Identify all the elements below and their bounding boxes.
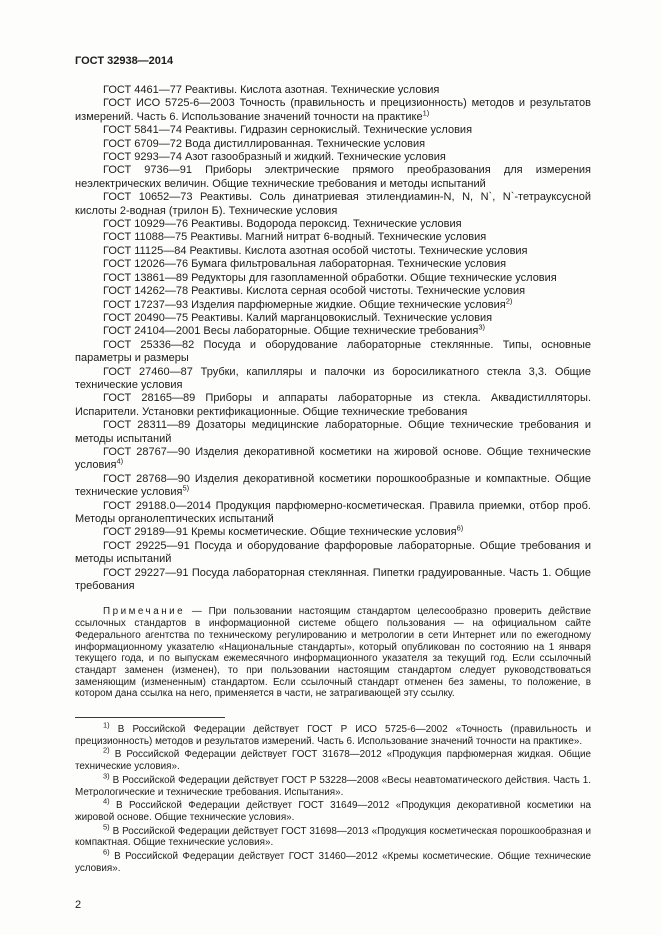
reference-text: ГОСТ 10652—73 Реактивы. Соль динатриевая этилендиамин-N, N, N`, N`-тетрауксусной кислоты 2-водная (трилон Б). Технические условия — [75, 191, 591, 217]
footnote — [75, 771, 592, 798]
footnote-text: В Российской Федерации действует ГОСТ 31698—2013 «Продукция косметическая порошкообразная и компактная. Общие технические условия». — [75, 825, 591, 849]
reference-item — [75, 567, 591, 594]
reference-item — [75, 392, 591, 419]
reference-item — [75, 151, 591, 164]
page-content — [75, 55, 591, 877]
footnote-marker: 2) — [505, 295, 513, 305]
reference-text: ГОСТ 11125—84 Реактивы. Кислота азотная особой чистоты. Технические условия — [103, 244, 528, 257]
footnote-marker: 1) — [422, 108, 430, 118]
footnote-marker: 6) — [103, 847, 110, 857]
footnote-marker: 4) — [116, 456, 124, 466]
reference-text: ГОСТ 10929—76 Реактивы. Водорода пероксид. Технические условия — [103, 218, 462, 231]
footnotes — [75, 720, 592, 874]
footnote-text: В Российской Федерации действует ГОСТ Р 53228—2008 «Весы неавтоматического действия. Часть 1. Метрологические и технические требования. Испытания». — [75, 774, 592, 798]
reference-text: ГОСТ 29227—91 Посуда лабораторная стеклянная. Пипетки градуированные. Часть 1. Общие требования — [75, 566, 591, 593]
reference-list — [75, 84, 591, 593]
reference-item — [75, 84, 591, 97]
reference-item — [75, 285, 591, 298]
note — [75, 606, 591, 700]
reference-item — [75, 191, 591, 218]
reference-text: ГОСТ 11088—75 Реактивы. Магний нитрат 6-водный. Технические условия — [103, 231, 487, 244]
reference-item — [75, 295, 591, 312]
reference-item — [75, 258, 591, 271]
reference-item — [75, 540, 591, 567]
footnote — [75, 847, 591, 874]
reference-text: ГОСТ 12026—76 Бумага фильтровальная лабораторная. Технические условия — [103, 258, 507, 271]
reference-text: ГОСТ 28767—90 Изделия декоративной косметики на жировой основе. Общие технические условия — [75, 445, 591, 472]
footnote — [75, 822, 591, 849]
reference-item — [75, 97, 591, 124]
footnote-marker: 1) — [103, 720, 110, 730]
reference-text: ГОСТ 24104—2001 Весы лабораторные. Общие технические требования — [103, 325, 479, 338]
reference-text: ГОСТ 28165—89 Приборы и аппараты лабораторные из стекла. Аквадистилляторы. Испарители. Установки ректификационные. Общие технические требования — [75, 392, 591, 418]
footnote-rule — [75, 717, 225, 718]
reference-item — [75, 272, 591, 285]
reference-item — [75, 366, 591, 393]
reference-text: ГОСТ 9293—74 Азот газообразный и жидкий. Технические условия — [103, 151, 446, 164]
footnote — [75, 720, 592, 747]
reference-item — [75, 523, 591, 539]
reference-text: ГОСТ ИСО 5725-6—2003 Точность (правильность и прецизионность) методов и результатов измерений. Часть 6. Использование значений точности на практике — [75, 97, 591, 123]
page-number: 2 — [75, 899, 82, 911]
reference-item — [75, 245, 591, 258]
footnote-marker: 5) — [182, 483, 190, 493]
reference-text: ГОСТ 27460—87 Трубки, капилляры и палочки из боросиликатного стекла 3,3. Общие технические условия — [75, 365, 591, 391]
reference-text: ГОСТ 29188.0—2014 Продукция парфюмерно-косметическая. Правила приемки, отбор проб. Методы органолептических испытаний — [75, 499, 591, 525]
reference-item — [75, 473, 591, 500]
reference-text: ГОСТ 28311—89 Дозаторы медицинские лабораторные. Общие технические требования и методы испытаний — [75, 419, 591, 445]
reference-item — [75, 339, 591, 366]
reference-text: ГОСТ 14262—78 Реактивы. Кислота серная особой чистоты. Технические условия — [103, 285, 526, 298]
footnote-text: В Российской Федерации действует ГОСТ Р ИСО 5725-6—2002 «Точность (правильность и прецизионность) методов и результатов измерений. Часть 6. Использование значений точности на практике». — [75, 724, 592, 747]
reference-item — [75, 446, 591, 473]
reference-text: ГОСТ 29189—91 Кремы косметические. Общие технические условия — [103, 526, 457, 539]
reference-text: ГОСТ 25336—82 Посуда и оборудование лабораторные стеклянные. Типы, основные параметры и размеры — [75, 338, 591, 365]
footnote-marker: 6) — [456, 523, 464, 533]
footnote-marker: 3) — [103, 771, 110, 781]
reference-text: ГОСТ 20490—75 Реактивы. Калий марганцовокислый. Технические условия — [103, 311, 493, 324]
reference-text: ГОСТ 28768—90 Изделия декоративной косметики порошкообразные и компактные. Общие технические условия — [75, 472, 591, 499]
page-header: ГОСТ 32938—2014 — [75, 55, 174, 67]
reference-text: ГОСТ 17237—93 Изделия парфюмерные жидкие. Общие технические условия — [103, 298, 506, 311]
footnote-marker: 5) — [103, 822, 110, 832]
reference-text: ГОСТ 5841—74 Реактивы. Гидразин сернокислый. Технические условия — [103, 124, 473, 137]
reference-item — [75, 231, 591, 244]
footnote — [75, 796, 591, 823]
reference-item — [75, 218, 591, 231]
reference-item — [75, 124, 591, 137]
footnote-marker: 2) — [103, 746, 110, 756]
reference-item — [75, 419, 591, 446]
reference-text: ГОСТ 29225—91 Посуда и оборудование фарфоровые лабораторные. Общие требования и методы испытаний — [75, 539, 591, 566]
reference-text: ГОСТ 4461—77 Реактивы. Кислота азотная. Технические условия — [103, 84, 440, 96]
reference-item — [75, 322, 591, 338]
reference-item — [75, 500, 591, 527]
footnote-marker: 4) — [103, 796, 110, 806]
reference-text: ГОСТ 9736—91 Приборы электрические прямого преобразования для измерения неэлектрических величин. Общие технические требования и методы испытаний — [75, 164, 591, 190]
footnote-text: В Российской Федерации действует ГОСТ 31649—2012 «Продукция декоративной косметики на жировой основе. Общие технические условия». — [75, 800, 591, 823]
reference-text: ГОСТ 6709—72 Вода дистиллированная. Технические условия — [103, 137, 426, 150]
reference-text: ГОСТ 13861—89 Редукторы для газопламенной обработки. Общие технические условия — [103, 271, 557, 284]
footnote-text: В Российской Федерации действует ГОСТ 31678—2012 «Продукция парфюмерная жидкая. Общие технические условия». — [75, 749, 591, 773]
note-label: Примечание — [103, 606, 186, 618]
note-text: — При пользовании настоящим стандартом целесообразно проверить действие ссылочных стандартов в информационной системе общего пользования — на официальном сайте Федерального агентства по техническому регулированию и метрологии в сети Интернет или по ежегодному информационному указателю «Национальные стандарты», который опубликован по состоянию на 1 января текущего года, и по выпускам ежемесячного информационного указателя за текущий год. Если ссылочный стандарт заменен (изменен), то при пользовании настоящим стандартом следует руководствоваться заменяющим (измененным) стандартом. Если ссылочный стандарт отменен без замены, то положение, в котором дана ссылка на него, применяется в части, не затрагивающей эту ссылку. — [75, 606, 591, 700]
footnote-text: В Российской Федерации действует ГОСТ 31460—2012 «Кремы косметические. Общие технические условия». — [75, 851, 591, 874]
reference-item — [75, 312, 591, 325]
reference-item — [75, 164, 591, 191]
reference-item — [75, 138, 591, 151]
footnote — [75, 746, 591, 773]
footnote-marker: 3) — [478, 322, 486, 332]
